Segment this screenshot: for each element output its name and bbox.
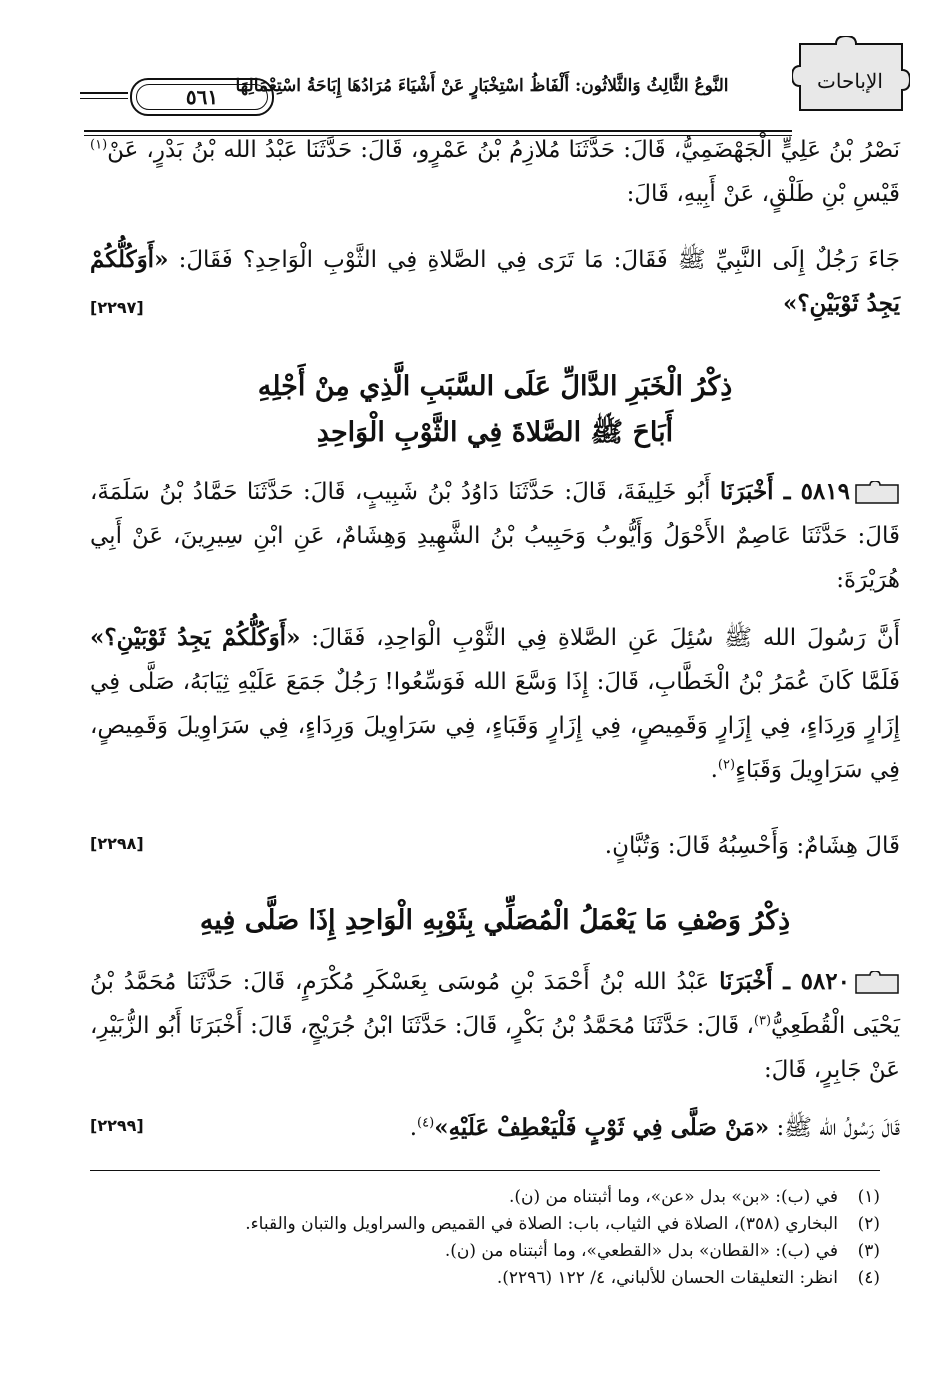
text: عَبْدُ الله بْنُ أَحْمَدَ بْنِ مُوسَى بِعَسْكَرِ مُكْرَمٍ، قَالَ: حَدَّثَنَا مُحَمَّدُ بْنُ يَحْيَى الْقُطَعِيُّ	[90, 969, 900, 1039]
prophetic-saying: «مَنْ صَلَّى فِي ثَوْبٍ فَلْيَعْطِفْ عَلَيْهِ»	[434, 1114, 770, 1141]
prophetic-saying: «أَوَكُلُّكُمْ يَجِدُ ثَوْبَيْنِ؟»	[90, 624, 301, 651]
hadith-ref-2297: [٢٢٩٧]	[90, 298, 144, 317]
text: قَيْسِ بْنِ طَلْقٍ، عَنْ أَبِيهِ، قَالَ:	[626, 181, 900, 207]
footnote-ref-1[interactable]: (١)	[90, 137, 108, 153]
footnote-1	[90, 1184, 880, 1211]
footnote-2	[90, 1211, 880, 1238]
footnote-number: (٤)	[857, 1268, 880, 1288]
heading-line: ذِكْرُ الْخَبَرِ الدَّالِّ عَلَى السَّبَبِ الَّذِي مِنْ أَجْلِهِ	[257, 371, 733, 402]
text: قَالَ هِشَامٌ: وَأَحْسِبُهُ قَالَ: وَتُبَّانٍ.	[604, 833, 900, 859]
paragraph-hisham	[90, 824, 900, 868]
footnote-text: انظر: التعليقات الحسان للألباني، ٤/ ١٢٢ (٢٢٩٦).	[496, 1268, 838, 1288]
heading-line: أَبَاحَ ﷺ الصَّلاةَ فِي الثَّوْبِ الْوَاحِدِ	[316, 417, 674, 448]
hadith-ref-2299: [٢٢٩٩]	[90, 1116, 144, 1135]
puzzle-marker-icon	[854, 971, 900, 995]
text: فَلَمَّا كَانَ عُمَرُ بْنُ الْخَطَّابِ، قَالَ: إِذَا وَسَّعَ الله فَوَسِّعُوا! رَجُلٌ جَمَعَ عَلَيْهِ ثِيَابَهُ، صَلَّى فِي إِزَارٍ وَرِدَاءٍ، فِي إِزَارٍ وَقَمِيصٍ، فِي إِزَارٍ وَقَبَاءٍ، فِي سَرَاوِيلَ وَرِدَاءٍ، فِي سَرَاوِيلَ وَقَمِيصٍ، فِي سَرَاوِيلَ وَقَبَاءٍ	[90, 669, 900, 783]
hadith-5819-matn	[90, 616, 900, 792]
hadith-5820-isnad	[90, 960, 900, 1092]
footnote-number: (٣)	[857, 1241, 880, 1261]
header-ornament	[80, 98, 128, 99]
footnote-text: البخاري (٣٥٨)، الصلاة في الثياب، باب: الصلاة في القميص والسراويل والتبان والقباء.	[245, 1214, 838, 1234]
text: .	[409, 1115, 418, 1141]
chapter-heading-1	[90, 364, 900, 456]
footnote-number: (٢)	[857, 1214, 880, 1234]
hadith-number: ٥٨٢٠ ـ أَخْبَرَنَا	[719, 968, 850, 995]
footnote-4	[90, 1265, 880, 1292]
footnote-3	[90, 1238, 880, 1265]
prophetic-saying: «أَوَكُلُّكُمْ يَجِدُ ثَوْبَيْنِ؟»	[90, 246, 900, 317]
page-number: ٥٦١	[136, 84, 268, 110]
puzzle-badge-icon	[792, 36, 910, 114]
footnotes	[90, 1184, 880, 1292]
puzzle-marker-icon	[854, 481, 900, 505]
chapter-heading-2	[90, 898, 900, 944]
text: أَبُو خَلِيفَةَ، قَالَ: حَدَّثَنَا دَاوُدُ بْنُ شَبِيبٍ، قَالَ: حَدَّثَنَا حَمَّادُ بْنُ سَلَمَةَ، قَالَ: حَدَّثَنَا عَاصِمٌ الأَحْوَلُ وَأَيُّوبُ وَحَبِيبُ بْنُ الشَّهِيدِ وَهِشَامٌ، عَنِ ابْنِ سِيرِينَ، عَنْ أَبِي هُرَيْرَةَ:	[90, 479, 900, 593]
text: جَاءَ رَجُلٌ إِلَى النَّبِيِّ ﷺ فَقَالَ: مَا تَرَى فِي الصَّلاةِ فِي الثَّوْبِ الْوَاحِدِ؟ فَقَالَ:	[178, 247, 901, 273]
footnote-text: في (ب): «القطان» بدل «القطعي»، وما أثبتناه من (ن).	[444, 1241, 838, 1261]
badge-label: الإباحات	[817, 69, 883, 93]
paragraph-isnad-1	[90, 128, 900, 216]
paragraph-matn-1	[90, 238, 900, 326]
page-header	[80, 36, 910, 116]
hadith-5820-matn	[90, 1106, 900, 1150]
running-title: النَّوعُ الثَّالِثُ وَالثَّلاثُون: أَلْفَاظُ اسْتِخْبَارٍ عَنْ أَشْيَاءَ مُرَادُهَا إِبَاحَةُ اسْتِعْمَالِهَا	[235, 76, 729, 96]
text: قَالَ رَسُولُ الله ﷺ:	[769, 1115, 900, 1141]
text: أَنَّ رَسُولَ الله ﷺ سُئِلَ عَنِ الصَّلاةِ فِي الثَّوْبِ الْوَاحِدِ، فَقَالَ:	[300, 625, 900, 651]
footnote-ref-2[interactable]: (٢)	[717, 757, 736, 773]
footnote-ref-4[interactable]: (٤)	[417, 1115, 435, 1131]
footnote-separator	[90, 1170, 880, 1171]
header-ornament	[80, 92, 128, 94]
footnote-number: (١)	[857, 1187, 880, 1207]
footnote-ref-3[interactable]: (٣)	[753, 1013, 772, 1029]
text: .	[710, 757, 718, 783]
hadith-5819-isnad	[90, 470, 900, 602]
text: نَصْرُ بْنُ عَلِيٍّ الْجَهْضَمِيُّ، قَالَ: حَدَّثَنَا مُلازِمُ بْنُ عَمْرٍو، قَالَ: حَدَّثَنَا عَبْدُ الله بْنُ بَدْرٍ، عَنْ	[107, 137, 900, 163]
text: ، قَالَ: حَدَّثَنَا مُحَمَّدُ بْنُ بَكْرٍ، قَالَ: حَدَّثَنَا ابْنُ جُرَيْجٍ، قَالَ: أَخْبَرَنَا أَبُو الزُّبَيْرِ، عَنْ جَابِرٍ، قَالَ:	[90, 1013, 900, 1083]
footnote-text: في (ب): «بن» بدل «عن»، وما أثبتناه من (ن).	[508, 1187, 838, 1207]
hadith-number: ٥٨١٩ ـ أَخْبَرَنَا	[719, 478, 850, 505]
heading-line: ذِكْرُ وَصْفِ مَا يَعْمَلُ الْمُصَلِّي بِثَوْبِهِ الْوَاحِدِ إِذَا صَلَّى فِيهِ	[199, 905, 791, 936]
hadith-ref-2298: [٢٢٩٨]	[90, 834, 144, 853]
